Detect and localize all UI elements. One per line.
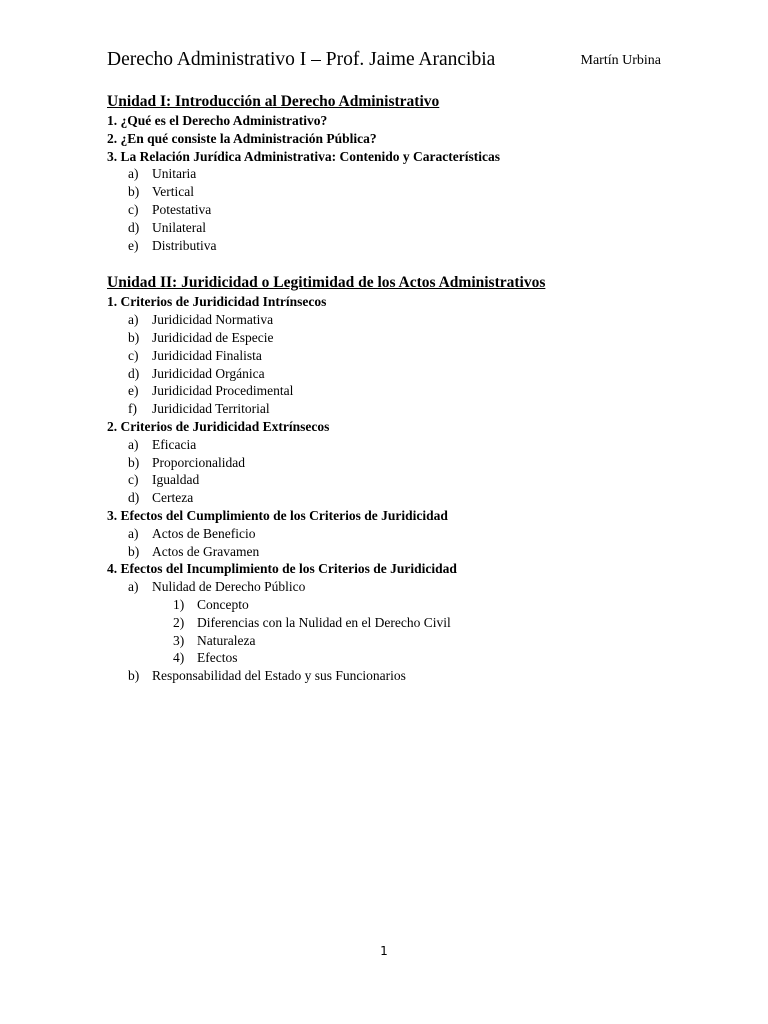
list-item-text: Eficacia [152,436,197,452]
list-item-text: Distributiva [152,237,217,253]
list-item-text: Potestativa [152,201,212,217]
list-item-text: Concepto [197,596,249,612]
list-item [107,543,687,561]
list-item-text: Certeza [152,490,194,506]
list-item-text: Diferencias con la Nulidad en el Derecho Civil [197,614,451,630]
list-item-text: Responsabilidad del Estado y sus Funcionarios [152,668,406,684]
unit-2-topic-4: 4. Efectos del Incumplimiento de los Criterios de Juridicidad [107,561,457,577]
list-marker: b) [128,329,140,345]
list-marker: b) [128,454,140,470]
list-marker: 3) [173,632,185,648]
list-marker: b) [128,543,140,559]
course-title: Derecho Administrativo I – Prof. Jaime Arancibia [107,49,496,70]
list-marker: e) [128,383,139,399]
list-item-text: Juridicidad Procedimental [152,383,294,399]
nested-list-item [107,649,687,667]
list-marker: d) [128,219,140,235]
list-item [107,400,687,418]
list-marker: 4) [173,650,185,666]
list-item-text: Vertical [152,184,194,200]
page-header [107,47,661,73]
list-item [107,525,687,543]
author-name: Martín Urbina [580,53,661,68]
list-marker: a) [128,579,139,595]
list-item-text: Nulidad de Derecho Público [152,579,306,595]
list-item-text: Naturaleza [197,632,256,648]
nested-list-item [107,632,687,650]
list-item [107,489,687,507]
list-item-text: Juridicidad de Especie [152,329,274,345]
list-item [107,365,687,383]
list-marker: e) [128,237,139,253]
list-item [107,219,687,237]
list-item [107,454,687,472]
nested-list-item [107,596,687,614]
list-item-text: Proporcionalidad [152,454,245,470]
list-marker: 2) [173,614,185,630]
unit-2-heading: Unidad II: Juridicidad o Legitimidad de los Actos Administrativos [107,274,546,292]
unit-2-topic-2: 2. Criterios de Juridicidad Extrínsecos [107,418,330,434]
list-item [107,201,687,219]
page-number: 1 [380,944,388,958]
list-item-text: Actos de Gravamen [152,543,260,559]
list-marker: f) [128,401,137,417]
list-item [107,329,687,347]
unit-2-topic-3: 3. Efectos del Cumplimiento de los Criterios de Juridicidad [107,507,448,523]
list-item [107,471,687,489]
list-item-text: Unitaria [152,166,197,182]
unit-1-topic-2: 2. ¿En qué consiste la Administración Pública? [107,130,377,146]
list-item [107,237,687,255]
list-item [107,165,687,183]
list-item-text: Efectos [197,650,238,666]
list-item [107,667,687,685]
list-item [107,347,687,365]
list-marker: d) [128,490,140,506]
document-body [107,92,687,685]
list-item [107,436,687,454]
unit-2-topic-1: 1. Criterios de Juridicidad Intrínsecos [107,294,327,310]
list-item [107,311,687,329]
unit-1-topic-1: 1. ¿Qué es el Derecho Administrativo? [107,113,328,128]
list-marker: a) [128,525,139,541]
list-item-text: Juridicidad Normativa [152,312,274,328]
list-marker: a) [128,436,139,452]
list-item-text: Juridicidad Orgánica [152,365,265,381]
list-item [107,382,687,400]
list-item [107,183,687,201]
list-marker: a) [128,312,139,328]
list-marker: a) [128,166,139,182]
list-marker: c) [128,472,139,488]
list-item-text: Unilateral [152,219,206,235]
list-marker: b) [128,184,140,200]
list-item-text: Igualdad [152,472,200,488]
list-marker: d) [128,365,140,381]
list-marker: 1) [173,596,185,612]
unit-1-topic-3: 3. La Relación Jurídica Administrativa: Contenido y Características [107,148,500,164]
list-marker: c) [128,201,139,217]
list-item [107,578,687,596]
unit-1-heading: Unidad I: Introducción al Derecho Administrativo [107,93,440,110]
nested-list-item [107,614,687,632]
list-marker: c) [128,347,139,363]
list-item-text: Actos de Beneficio [152,525,256,541]
list-item-text: Juridicidad Finalista [152,347,262,363]
list-marker: b) [128,668,140,684]
list-item-text: Juridicidad Territorial [152,401,270,417]
